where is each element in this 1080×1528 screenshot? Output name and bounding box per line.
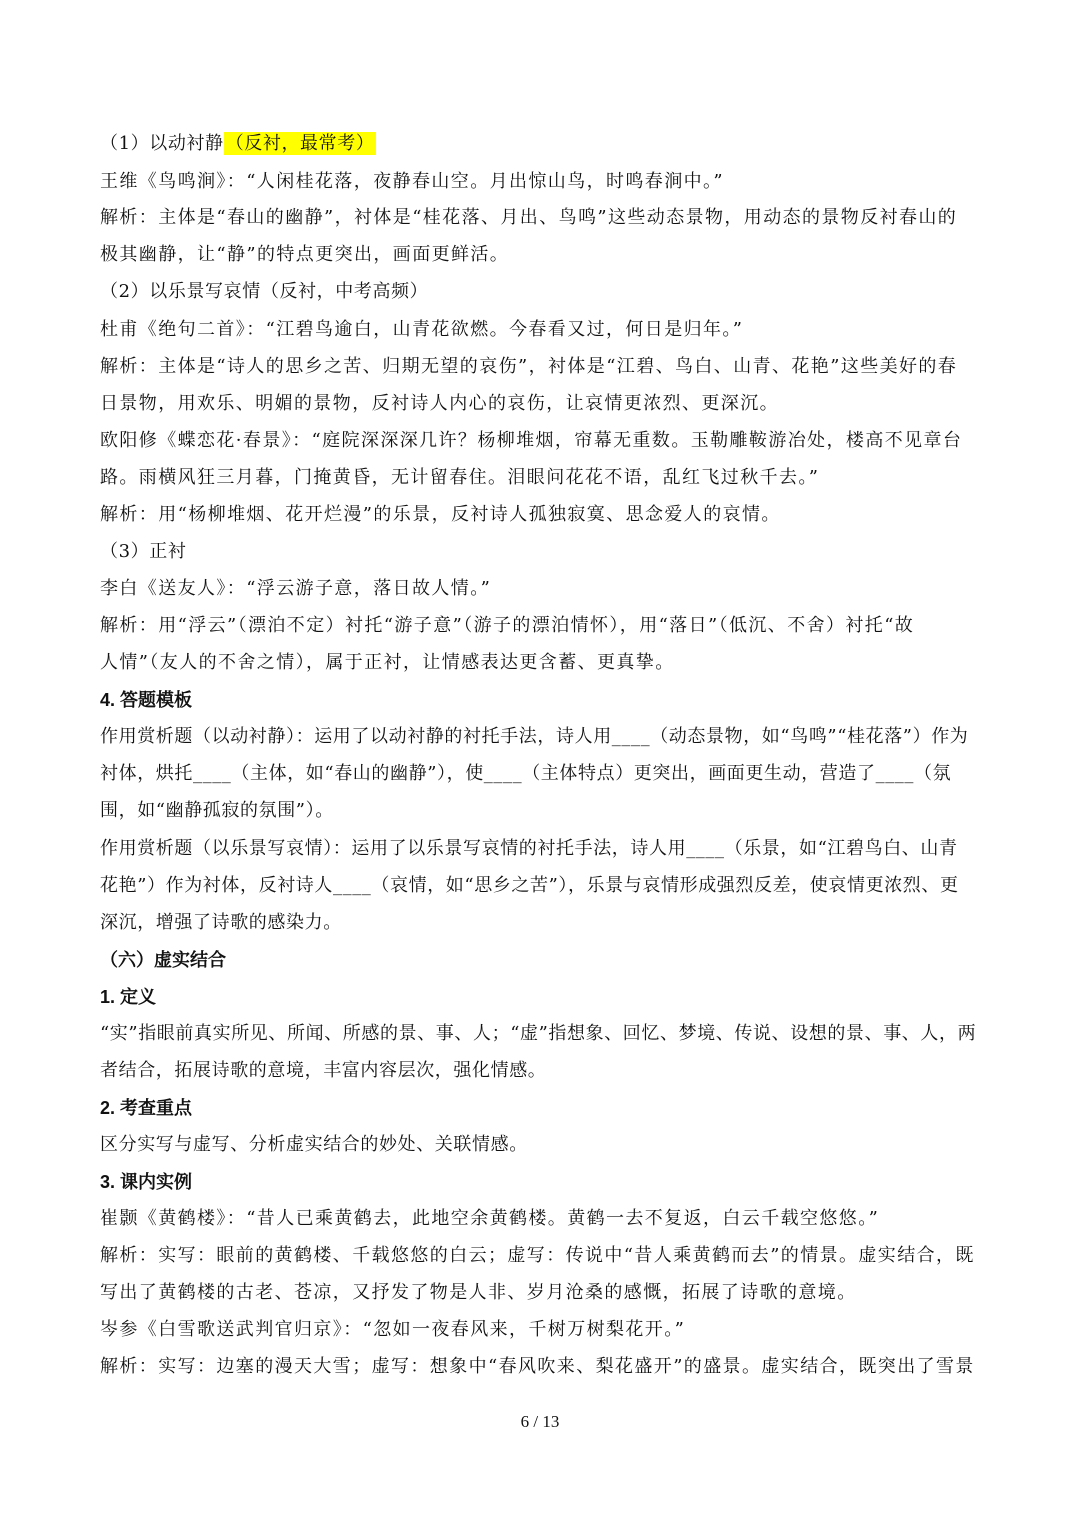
template-2-line-2: 花艳”）作为衬体，反衬诗人____（哀情，如“思乡之苦”），乐景与哀情形成强烈反差，使哀情更浓烈、更 [100,875,959,896]
item-1-prefix: （1）以动衬静 [100,133,224,154]
analysis-1-line-1: 解析：主体是“春山的幽静”，衬体是“桂花落、月出、鸟鸣”这些动态景物，用动态的景物反衬春山的 [100,207,958,228]
item-3-heading: （3）正衬 [100,541,187,562]
examples-heading: 3. 课内实例 [100,1172,193,1192]
poem-ouyangxiu-line-1: 欧阳修《蝶恋花·春景》：“庭院深深深几许？杨柳堆烟，帘幕无重数。玉勒雕鞍游冶处，楼高不见章台 [100,430,963,451]
definition-line-2: 者结合，拓展诗歌的意境，丰富内容层次，强化情感。 [100,1060,547,1081]
analysis-5-line-1: 解析：实写：眼前的黄鹤楼、千载悠悠的白云；虚写：传说中“昔人乘黄鹤而去”的情景。虚实结合，既 [100,1245,975,1266]
template-1-line-1: 作用赏析题（以动衬静）：运用了以动衬静的衬托手法，诗人用____（动态景物，如“鸟鸣”“桂花落”）作为 [100,726,969,747]
analysis-2-line-1: 解析：主体是“诗人的思乡之苦、归期无望的哀伤”，衬体是“江碧、鸟白、山青、花艳”这些美好的春 [100,356,958,377]
template-1-line-3: 围，如“幽静孤寂的氛围”）。 [100,800,334,821]
analysis-1-line-2: 极其幽静，让“静”的特点更突出，画面更鲜活。 [100,244,510,265]
analysis-4-line-2: 人情”（友人的不舍之情），属于正衬，让情感表达更含蓄、更真挚。 [100,652,675,673]
item-2-heading: （2）以乐景写哀情（反衬，中考高频） [100,281,429,302]
analysis-2-line-2: 日景物，用欢乐、明媚的景物，反衬诗人内心的哀伤，让哀情更浓烈、更深沉。 [100,393,779,414]
item-1-heading [100,132,984,156]
analysis-5-line-2: 写出了黄鹤楼的古老、苍凉，又抒发了物是人非、岁月沧桑的感慨，拓展了诗歌的意境。 [100,1282,857,1303]
poem-wangwei: 王维《鸟鸣涧》：“人闲桂花落，夜静春山空。月出惊山鸟，时鸣春涧中。” [100,171,725,192]
focus-text: 区分实写与虚写、分析虚实结合的妙处、关联情感。 [100,1134,528,1155]
poem-cuihao: 崔颢《黄鹤楼》：“昔人已乘黄鹤去，此地空余黄鹤楼。黄鹤一去不复返，白云千载空悠悠。” [100,1208,880,1229]
poem-censhen: 岑参《白雪歌送武判官归京》：“忽如一夜春风来，千树万树梨花开。” [100,1319,686,1340]
focus-heading: 2. 考查重点 [100,1098,193,1118]
poem-libai: 李白《送友人》：“浮云游子意，落日故人情。” [100,578,492,599]
item-1-highlight: （反衬，最常考） [225,133,375,154]
analysis-3: 解析：用“杨柳堆烟、花开烂漫”的乐景，反衬诗人孤独寂寞、思念爱人的哀情。 [100,504,781,525]
definition-heading: 1. 定义 [100,987,157,1007]
analysis-6-line-1: 解析：实写：边塞的漫天大雪；虚写：想象中“春风吹来、梨花盛开”的盛景。虚实结合，既突出了雪景 [100,1356,975,1377]
template-2-line-3: 深沉，增强了诗歌的感染力。 [100,912,342,933]
template-1-line-2: 衬体，烘托____（主体，如“春山的幽静”），使____（主体特点）更突出，画面更生动，营造了____（氛 [100,763,952,784]
poem-ouyangxiu-line-2: 路。雨横风狂三月暮，门掩黄昏，无计留春住。泪眼问花花不语，乱红飞过秋千去。” [100,467,820,488]
analysis-4-line-1: 解析：用“浮云”（漂泊不定）衬托“游子意”（游子的漂泊情怀），用“落日”（低沉、不舍）衬托“故 [100,615,915,636]
page-number: 6 / 13 [520,1412,560,1431]
definition-line-1: “实”指眼前真实所见、所闻、所感的景、事、人；“虚”指想象、回忆、梦境、传说、设想的景、事、人，两 [100,1023,977,1044]
poem-dufu: 杜甫《绝句二首》：“江碧鸟逾白，山青花欲燃。今春看又过，何日是归年。” [100,319,744,340]
template-heading: 4. 答题模板 [100,690,193,710]
section-6-heading: （六）虚实结合 [100,950,226,970]
template-2-line-1: 作用赏析题（以乐景写哀情）：运用了以乐景写哀情的衬托手法，诗人用____（乐景，如“江碧鸟白、山青 [100,838,958,859]
